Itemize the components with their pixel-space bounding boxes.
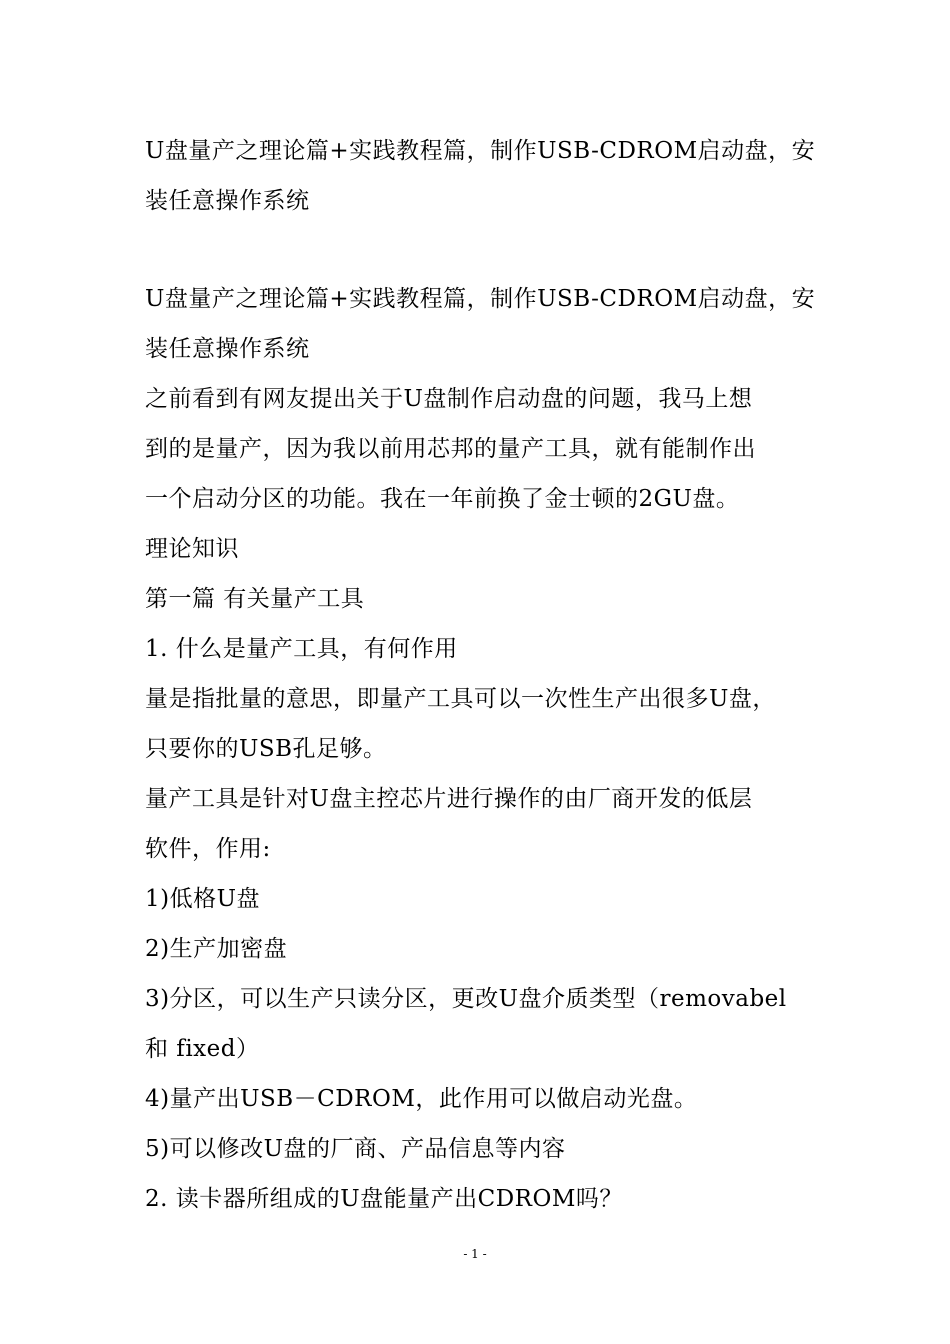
body-line: U盘量产之理论篇+实践教程篇，制作USB-CDROM启动盘，安 <box>145 286 816 312</box>
title-line-2: 装任意操作系统 <box>145 188 310 214</box>
body-line: 量是指批量的意思，即量产工具可以一次性生产出很多U盘， <box>145 686 776 712</box>
list-item: 3)分区，可以生产只读分区，更改U盘介质类型（removabel <box>145 986 787 1012</box>
list-item-continuation: 和 fixed） <box>145 1036 260 1062</box>
body-line: 一个启动分区的功能。我在一年前换了金士顿的2GU盘。 <box>145 486 740 512</box>
body-line: 量产工具是针对U盘主控芯片进行操作的由厂商开发的低层 <box>145 786 753 812</box>
paragraph-gap <box>145 226 810 274</box>
body-line: 只要你的USB孔足够。 <box>145 736 387 762</box>
body-line: 之前看到有网友提出关于U盘制作启动盘的问题，我马上想 <box>145 386 753 412</box>
list-item: 5)可以修改U盘的厂商、产品信息等内容 <box>145 1136 566 1162</box>
section-heading: 理论知识 <box>145 536 239 562</box>
chapter-heading: 第一篇 有关量产工具 <box>145 586 365 612</box>
body-line: 软件，作用: <box>145 836 271 862</box>
question-heading: 1. 什么是量产工具，有何作用 <box>145 636 458 662</box>
title-line-1: U盘量产之理论篇+实践教程篇，制作USB-CDROM启动盘，安 <box>145 138 816 164</box>
document-body <box>145 126 816 1224</box>
page-number: - 1 - <box>463 1247 487 1261</box>
body-line: 到的是量产，因为我以前用芯邦的量产工具，就有能制作出 <box>145 436 756 462</box>
list-item: 4)量产出USB－CDROM，此作用可以做启动光盘。 <box>145 1086 698 1112</box>
body-line: 装任意操作系统 <box>145 336 310 362</box>
list-item: 1)低格U盘 <box>145 886 260 912</box>
list-item: 2)生产加密盘 <box>145 936 288 962</box>
question-heading: 2. 读卡器所组成的U盘能量产出CDROM吗？ <box>145 1186 623 1212</box>
